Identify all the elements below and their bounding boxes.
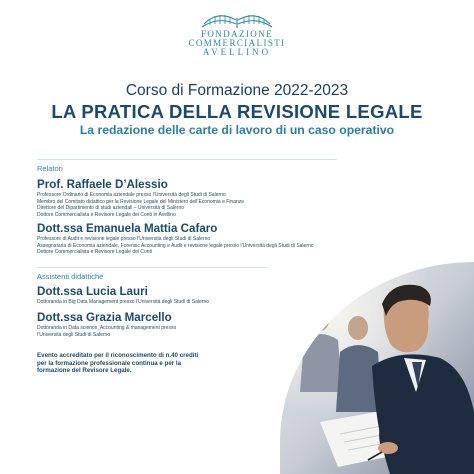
speaker-name: Dott.ssa Emanuela Mattia Cafaro [37, 222, 218, 235]
assistant-desc-line: Dottoranda in Data science, Accounting & management presso [37, 325, 177, 331]
assistant-desc-line: l’Università degli Studi di Salerno [37, 331, 111, 338]
logo-line-1: FONDAZIONE [201, 29, 273, 39]
main-title: LA PRATICA DELLA REVISIONE LEGALE [51, 101, 423, 122]
speaker-card [37, 222, 357, 256]
subtitle: La redazione delle carte di lavoro di un caso operativo [79, 123, 395, 137]
course-title: Corso di Formazione 2022-2023 [125, 82, 349, 99]
foundation-logo [0, 6, 474, 57]
speaker-desc-line: Dottore Commercialista e Revisore Legale dei Conti in Avellino [37, 211, 176, 218]
assistant-card [37, 311, 357, 338]
notice-line: per la formazione professionale continua e per la [37, 359, 182, 367]
assistant-name: Dott.ssa Lucia Lauri [37, 285, 148, 298]
speaker-desc-line: Membro del Comitato didattico per la Revisione Legale del Ministero dell’Economia e Finanze [37, 198, 245, 205]
assistenti-label: Assistenti didattiche [37, 272, 104, 281]
relatori-label: Relatori [37, 164, 63, 173]
open-book-arches-icon [198, 6, 276, 30]
speaker-card [37, 178, 357, 218]
notice-line: formazione del Revisore Legale. [37, 367, 132, 375]
logo-line-2: COMMERCIALISTI [188, 38, 286, 48]
speaker-desc-line: Direttore del Dipartimento di studi aziendali – Università di Salerno [37, 205, 185, 212]
speaker-desc-line: Assegnataria di Economia aziendale, Forensic Accounting e Audit e revisione legale presso l’Università degli Studi di Salerno [37, 242, 314, 249]
speaker-name: Prof. Raffaele D’Alessio [37, 178, 168, 191]
assistant-desc-line: Dottoranda in Big Data Management presso l’Università degli Studi di Salerno [37, 299, 210, 305]
assistant-name: Dott.ssa Grazia Marcello [37, 311, 172, 324]
section-divider [37, 159, 337, 160]
assistant-card [37, 285, 357, 306]
speaker-desc-line: Dottore Commercialista e Revisore Legale dei Conti [37, 249, 153, 256]
speaker-desc-line: Professore Ordinario di Economia aziendale presso l’Università degli Studi di Salerno [37, 192, 226, 198]
speaker-desc-line: Professore di Audit e revisione legale presso l’Università degli Studi di Salerno [37, 236, 211, 242]
section-divider [37, 267, 267, 268]
logo-line-3: AVELLINO [202, 47, 272, 57]
notice-line: Evento accreditato per il riconoscimento di n.40 crediti [37, 352, 199, 359]
accreditation-notice [37, 352, 277, 375]
